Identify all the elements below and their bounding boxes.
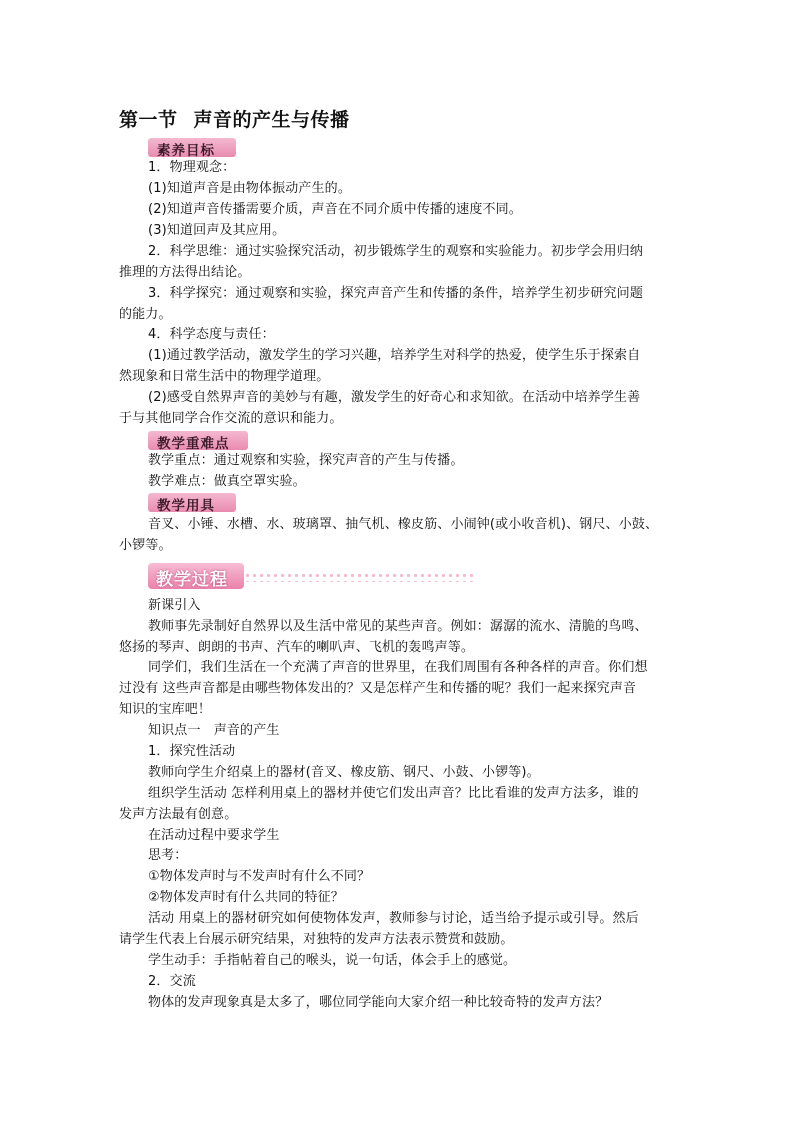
- goals-banner-label: 素养目标: [157, 143, 215, 159]
- goal-line: (3)知道回声及其应用。: [148, 223, 286, 238]
- goal-line: (1)通过教学活动，激发学生的学习兴趣，培养学生对科学的热爱，使学生乐于探索自: [148, 348, 641, 363]
- process-line: 思考：: [148, 848, 188, 863]
- goal-line: (2)感受自然界声音的美妙与有趣，激发学生的好奇心和求知欲。在活动中培养学生善: [148, 390, 641, 405]
- goal-line: 4．科学态度与责任：: [148, 327, 275, 342]
- tools-line: 音叉、小锤、水槽、水、玻璃罩、抽气机、橡皮筋、小闹钟(或小收音机)、钢尺、小鼓、: [148, 517, 659, 532]
- process-line: 在活动过程中要求学生: [148, 828, 280, 843]
- decorative-dots: [244, 572, 476, 582]
- goal-line: 然现象和日常生活中的物理学道理。: [119, 369, 330, 384]
- tools-line: 小锣等。: [119, 538, 172, 553]
- process-line: 悠扬的琴声、朗朗的书声、汽车的喇叭声、飞机的轰鸣声等。: [119, 640, 475, 655]
- goal-line: (2)知道声音传播需要介质，声音在不同介质中传播的速度不同。: [148, 202, 522, 217]
- process-line: 学生动手：手指帖着自己的喉头，说一句话，体会手上的感觉。: [148, 953, 517, 968]
- process-line: 过没有 这些声音都是由哪些物体发出的？又是怎样产生和传播的呢？我们一起来探究声音: [119, 681, 637, 696]
- tools-banner-label: 教学用具: [157, 498, 215, 514]
- key-point-line: 教学难点：做真空罩实验。: [148, 474, 306, 489]
- section-number: 第一节: [119, 109, 178, 131]
- process-line: 组织学生活动 怎样利用桌上的器材并使它们发出声音？比比看谁的发声方法多，谁的: [148, 786, 639, 801]
- process-line: 知识的宝库吧！: [119, 702, 212, 717]
- goal-line: 推理的方法得出结论。: [119, 265, 251, 280]
- process-line: 新课引入: [148, 598, 201, 613]
- goal-line: 于与其他同学合作交流的意识和能力。: [119, 411, 343, 426]
- section-name: 声音的产生与传播: [193, 109, 350, 131]
- process-line: 1．探究性活动: [148, 744, 236, 759]
- process-line: 教师向学生介绍桌上的器材(音叉、橡皮筋、钢尺、小鼓、小锣等)。: [148, 765, 540, 780]
- goal-line: 的能力。: [119, 307, 172, 322]
- tools-banner: [148, 493, 236, 512]
- process-line: ②物体发声时有什么共同的特征？: [148, 890, 344, 905]
- process-banner-label: 教学过程: [156, 570, 228, 590]
- process-banner: [148, 563, 478, 589]
- goal-line: 1．物理观念：: [148, 160, 236, 175]
- goal-line: 3．科学探究：通过观察和实验，探究声音产生和传播的条件，培养学生初步研究问题: [148, 286, 643, 301]
- key-point-line: 教学重点：通过观察和实验，探究声音的产生与传播。: [148, 453, 464, 468]
- process-line: 同学们，我们生活在一个充满了声音的世界里，在我们周围有各种各样的声音。你们想: [148, 660, 648, 675]
- goals-banner: [148, 138, 236, 157]
- section-title: [119, 105, 350, 132]
- process-line: ①物体发声时与不发声时有什么不同？: [148, 869, 371, 884]
- key-points-banner: [148, 431, 248, 450]
- goal-line: (1)知道声音是由物体振动产生的。: [148, 181, 351, 196]
- process-line: 教师事先录制好自然界以及生活中常见的某些声音。例如：潺潺的流水、清脆的鸟鸣、: [148, 619, 648, 634]
- process-line: 请学生代表上台展示研究结果，对独特的发声方法表示赞赏和鼓励。: [119, 932, 514, 947]
- process-line: 物体的发声现象真是太多了，哪位同学能向大家介绍一种比较奇特的发声方法？: [148, 995, 609, 1010]
- process-line: 2．交流: [148, 974, 196, 989]
- process-banner-pill: [148, 563, 244, 589]
- process-line: 发声方法最有创意。: [119, 807, 238, 822]
- goal-line: 2．科学思维：通过实验探究活动，初步锻炼学生的观察和实验能力。初步学会用归纳: [148, 244, 643, 259]
- key-points-banner-label: 教学重难点: [157, 436, 230, 452]
- process-line: 活动 用桌上的器材研究如何使物体发声，教师参与讨论，适当给予提示或引导。然后: [148, 911, 639, 926]
- process-line: 知识点一 声音的产生: [148, 723, 280, 738]
